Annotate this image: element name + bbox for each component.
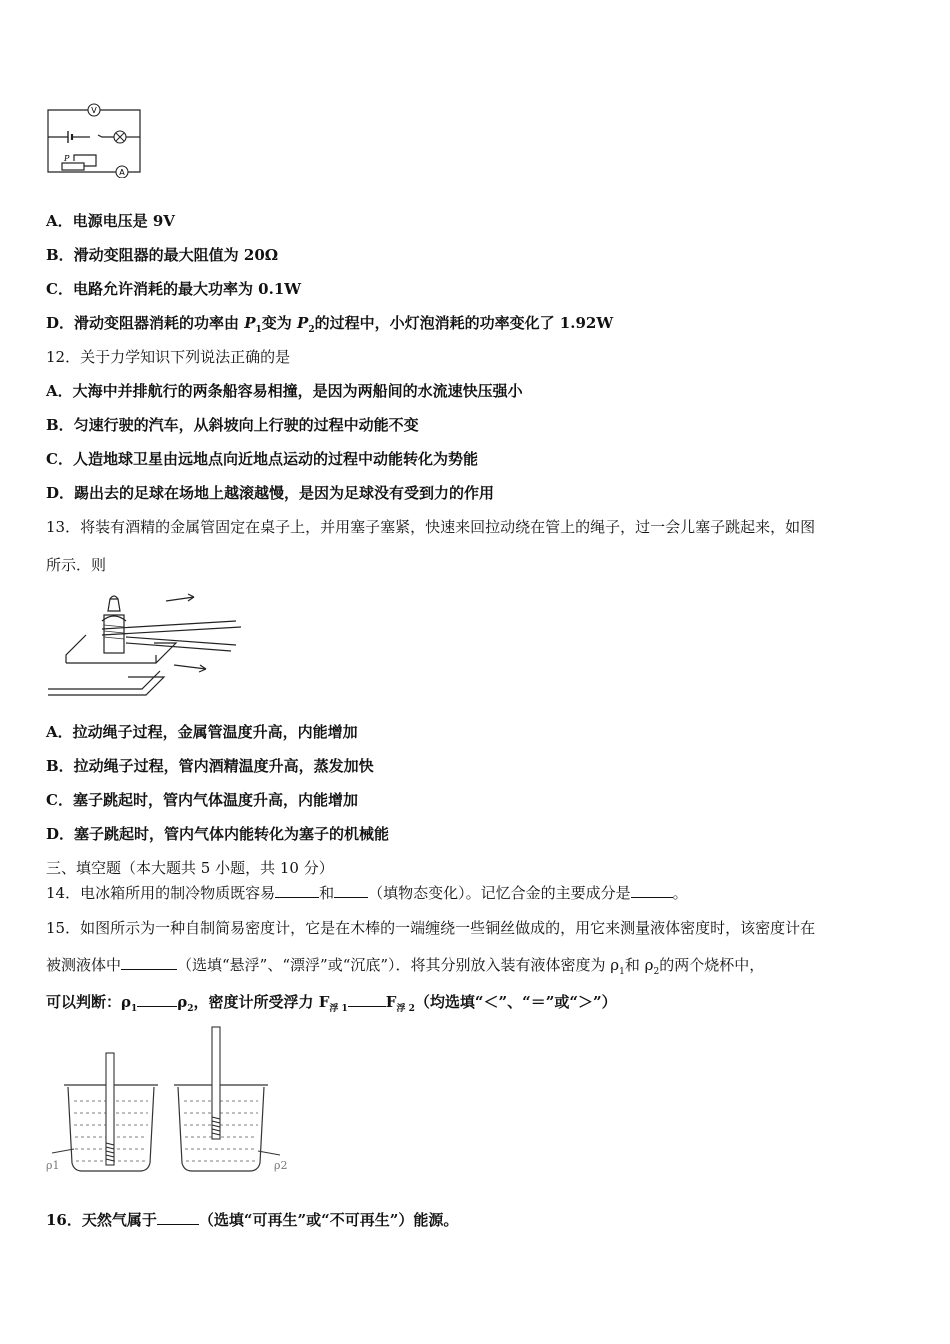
q15-blank-3[interactable] (348, 992, 386, 1007)
right-beaker (178, 1087, 264, 1171)
q11-option-b[interactable]: B．滑动变阻器的最大阻值为 20Ω (46, 246, 279, 264)
q15-line3-d: F (385, 993, 397, 1011)
q11-option-a[interactable]: A．电源电压是 9V (46, 212, 175, 230)
q16-part1: 16．天然气属于 (46, 1211, 157, 1229)
q15-line2 (46, 955, 764, 982)
q14-blank-1[interactable] (275, 883, 319, 898)
q14-part3: （填物态变化）。记忆合金的主要成分是 (368, 884, 631, 902)
f-sub-2: 浮 2 (396, 1004, 415, 1014)
q16 (46, 1210, 458, 1230)
q12-option-c[interactable]: C．人造地球卫星由远地点向近地点运动的过程中动能转化为势能 (46, 450, 478, 468)
voltmeter-label: V (91, 106, 97, 115)
rho2-figure-label: ρ2 (274, 1159, 288, 1172)
p1-sub: 1 (255, 325, 262, 335)
f-sub-1: 浮 1 (329, 1004, 348, 1014)
p2-symbol: P (297, 314, 309, 332)
q14-blank-3[interactable] (631, 883, 673, 898)
q12-stem: 12．关于力学知识下列说法正确的是 (46, 348, 291, 366)
rho1-sub: 1 (619, 967, 625, 977)
q13-option-d[interactable]: D．塞子跳起时，管内气体内能转化为塞子的机械能 (46, 825, 390, 843)
q15-line3-b: ρ (177, 993, 188, 1011)
q15-line2-d: 的两个烧杯中， (659, 956, 765, 974)
q15-line3 (46, 992, 617, 1019)
q15-line3-a: 可以判断：ρ (46, 993, 131, 1011)
p1-symbol: P (244, 314, 256, 332)
q11-option-d-mid: 变为 (261, 314, 292, 332)
q14-blank-2[interactable] (334, 883, 368, 898)
rho1-sub-2: 1 (130, 1004, 138, 1014)
q15-line2-c: 和 ρ (624, 956, 654, 974)
q13-option-a[interactable]: A．拉动绳子过程，金属管温度升高，内能增加 (46, 723, 358, 741)
circuit-diagram (44, 100, 144, 178)
q14-part1: 14．电冰箱所用的制冷物质既容易 (46, 884, 276, 902)
q15-line2-a: 被测液体中 (46, 956, 122, 974)
rho2-sub-2: 2 (187, 1004, 194, 1014)
q11-option-d-prefix: D．滑动变阻器消耗的功率由 (46, 314, 245, 332)
rho2-sub: 2 (653, 967, 660, 977)
rho1-figure-label: ρ1 (46, 1159, 60, 1172)
q16-part2: （选填“可再生”或“不可再生”）能源。 (198, 1211, 459, 1229)
q14-part2: 和 (319, 884, 335, 902)
q15-line2-b: （选填“悬浮”、“漂浮”或“沉底”）．将其分别放入装有液体密度为 ρ (177, 956, 620, 974)
q13-stem-line1: 13．将装有酒精的金属管固定在桌子上，并用塞子塞紧，快速来回拉动绕在管上的绳子，过一会儿塞子跳起来，如图 (46, 518, 816, 536)
q15-line3-c: ，密度计所受浮力 F (193, 993, 330, 1011)
q13-option-b[interactable]: B．拉动绳子过程，管内酒精温度升高，蒸发加快 (46, 757, 374, 775)
ammeter-label: A (119, 168, 125, 177)
p2-sub: 2 (308, 325, 315, 335)
q12-option-a[interactable]: A．大海中并排航行的两条船容易相撞，是因为两船间的水流速快压强小 (46, 382, 523, 400)
q16-blank[interactable] (157, 1210, 199, 1225)
q14-part4: 。 (672, 884, 688, 902)
section-3-title: 三、填空题（本大题共 5 小题，共 10 分） (46, 859, 334, 877)
q15-blank-2[interactable] (137, 992, 177, 1007)
slider-label: P (64, 154, 70, 163)
q13-option-c[interactable]: C．塞子跳起时，管内气体温度升高，内能增加 (46, 791, 358, 809)
q15-blank-1[interactable] (121, 955, 177, 970)
q14 (46, 883, 688, 903)
q11-option-d[interactable] (46, 313, 613, 340)
q12-option-b[interactable]: B．匀速行驶的汽车，从斜坡向上行驶的过程中动能不变 (46, 416, 419, 434)
q13-stem-line2: 所示．则 (46, 556, 107, 574)
metal-tube-figure (46, 585, 246, 705)
q12-option-d[interactable]: D．踢出去的足球在场地上越滚越慢，是因为足球没有受到力的作用 (46, 484, 495, 502)
q11-option-c[interactable]: C．电路允许消耗的最大功率为 0.1W (46, 280, 302, 298)
q15-line1: 15．如图所示为一种自制简易密度计，它是在木棒的一端缠绕一些铜丝做成的，用它来测量液体密度时，该密度计在 (46, 919, 816, 937)
density-meter-figure (44, 1025, 294, 1180)
q15-line3-e: （均选填“＜”、“＝”或“＞”） (414, 993, 617, 1011)
q11-option-d-suffix: 的过程中，小灯泡消耗的功率变化了 1.92W (314, 314, 614, 332)
